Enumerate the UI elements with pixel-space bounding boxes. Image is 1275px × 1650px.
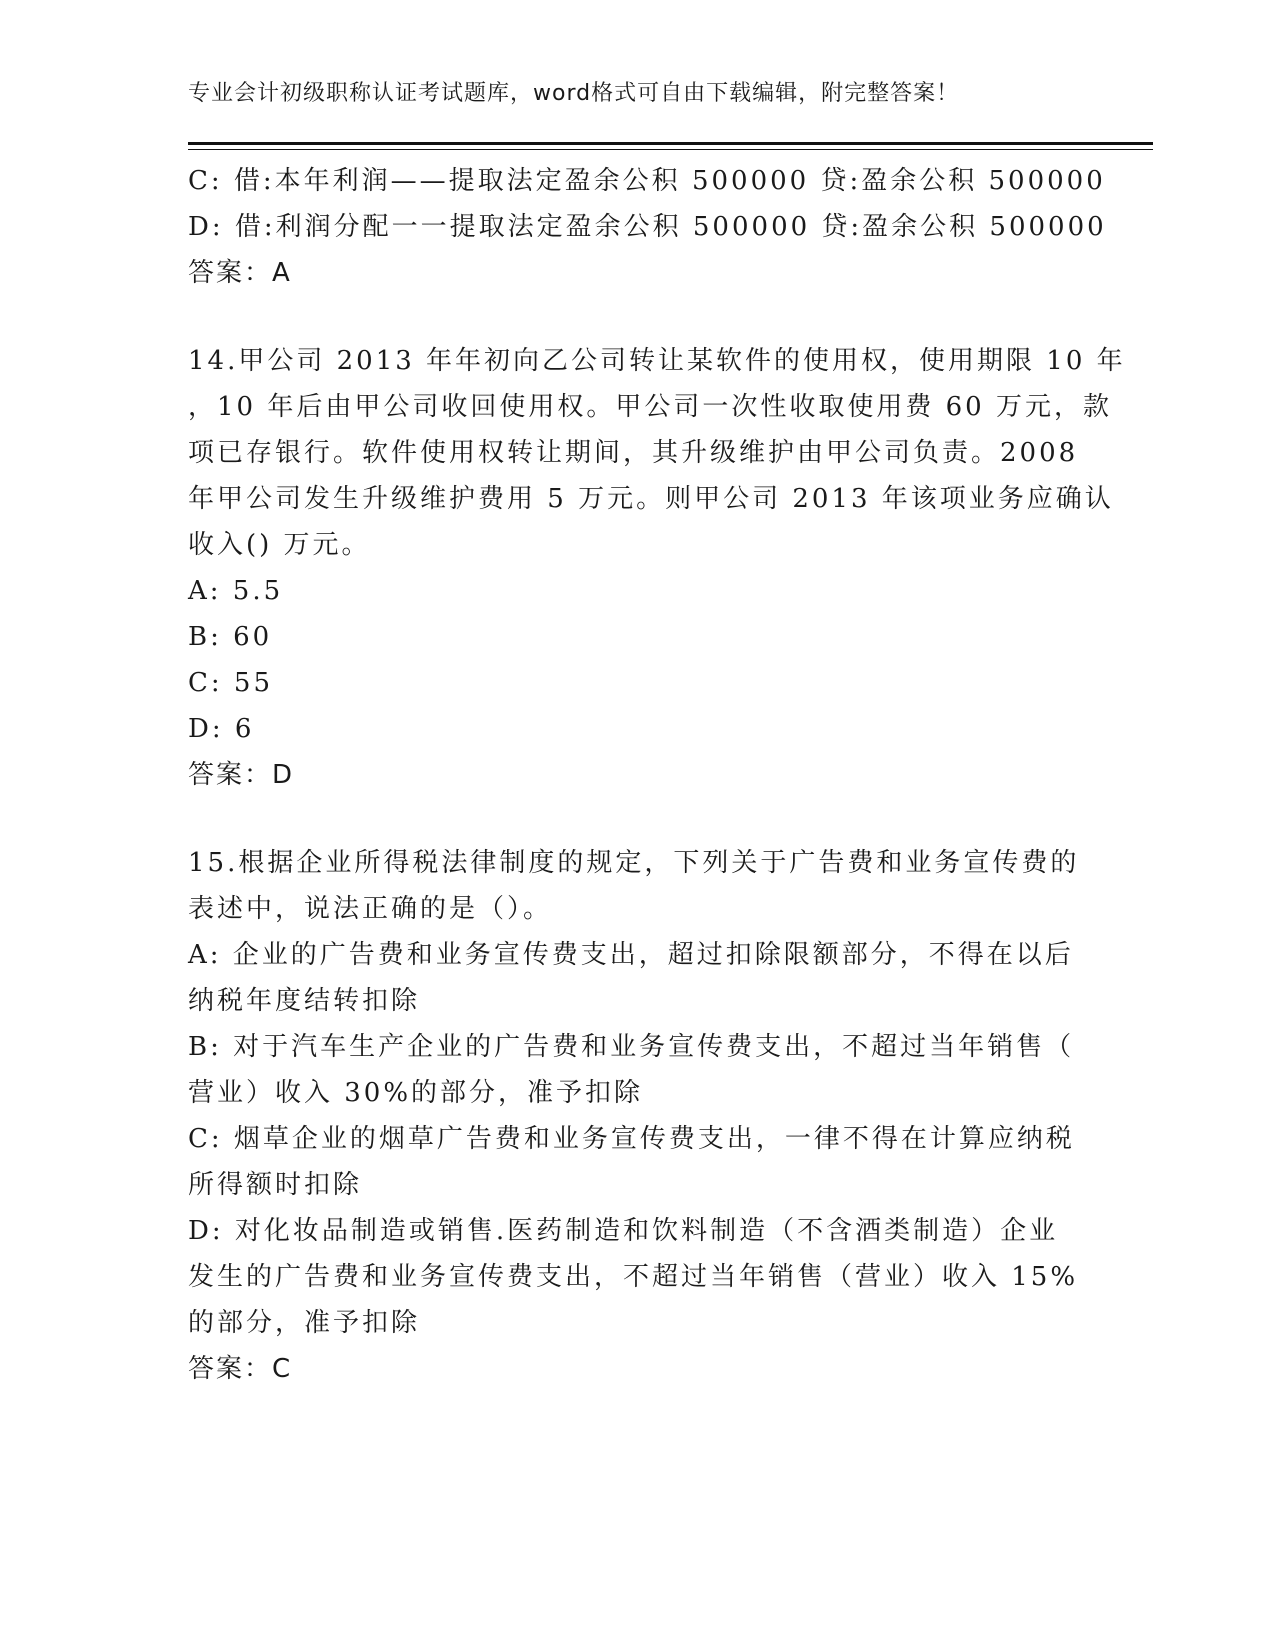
q14-stem-line: 年甲公司发生升级维护费用 5 万元。则甲公司 2013 年该项业务应确认	[188, 484, 1114, 514]
q15-stem-line: 表述中，说法正确的是（）。	[188, 894, 553, 924]
q15-option-line: C: 烟草企业的烟草广告费和业务宣传费支出，一律不得在计算应纳税	[188, 1124, 1075, 1154]
spacer	[188, 798, 1088, 840]
q13-option-c: C: 借:本年利润——提取法定盈余公积 500000 贷:盈余公积 500000	[188, 166, 1106, 196]
q15-stem-line: 15.根据企业所得税法律制度的规定，下列关于广告费和业务宣传费的	[188, 848, 1080, 878]
q15-option-line: B: 对于汽车生产企业的广告费和业务宣传费支出，不超过当年销售（	[188, 1032, 1075, 1062]
question-content	[188, 158, 1126, 1392]
q14-option-a: A: 5.5	[188, 576, 284, 606]
header-divider-thin	[188, 149, 1153, 150]
q15-option-line: 的部分，准予扣除	[188, 1308, 421, 1338]
q15-option-line: 所得额时扣除	[188, 1170, 363, 1200]
q14-stem-line: ，10 年后由甲公司收回使用权。甲公司一次性收取使用费 60 万元，款	[188, 392, 1112, 422]
q13-answer: 答案：A	[188, 258, 292, 288]
header-divider-thick	[188, 142, 1153, 145]
q14-stem-line: 项已存银行。软件使用权转让期间，其升级维护由甲公司负责。2008	[188, 438, 1079, 468]
q15-option-line: 营业）收入 30%的部分，准予扣除	[188, 1078, 644, 1108]
q14-option-c: C: 55	[188, 668, 274, 698]
q14-option-d: D: 6	[188, 714, 255, 744]
page-header-title: 专业会计初级职称认证考试题库，word格式可自由下载编辑，附完整答案！	[188, 81, 960, 106]
q15-option-line: D: 对化妆品制造或销售.医药制造和饮料制造（不含酒类制造）企业	[188, 1216, 1059, 1246]
q14-stem-line: 收入() 万元。	[188, 530, 371, 560]
q13-option-d: D: 借:利润分配一一提取法定盈余公积 500000 贷:盈余公积 500000	[188, 212, 1107, 242]
q15-option-line: 纳税年度结转扣除	[188, 986, 421, 1016]
q15-option-line: 发生的广告费和业务宣传费支出，不超过当年销售（营业）收入 15%	[188, 1262, 1079, 1292]
q15-option-line: A: 企业的广告费和业务宣传费支出，超过扣除限额部分，不得在以后	[188, 940, 1074, 970]
q14-stem-line: 14.甲公司 2013 年年初向乙公司转让某软件的使用权，使用期限 10 年	[188, 346, 1126, 376]
q14-answer: 答案：D	[188, 760, 295, 790]
q14-option-b: B: 60	[188, 622, 273, 652]
q15-answer: 答案：C	[188, 1354, 293, 1384]
spacer	[188, 296, 1088, 338]
